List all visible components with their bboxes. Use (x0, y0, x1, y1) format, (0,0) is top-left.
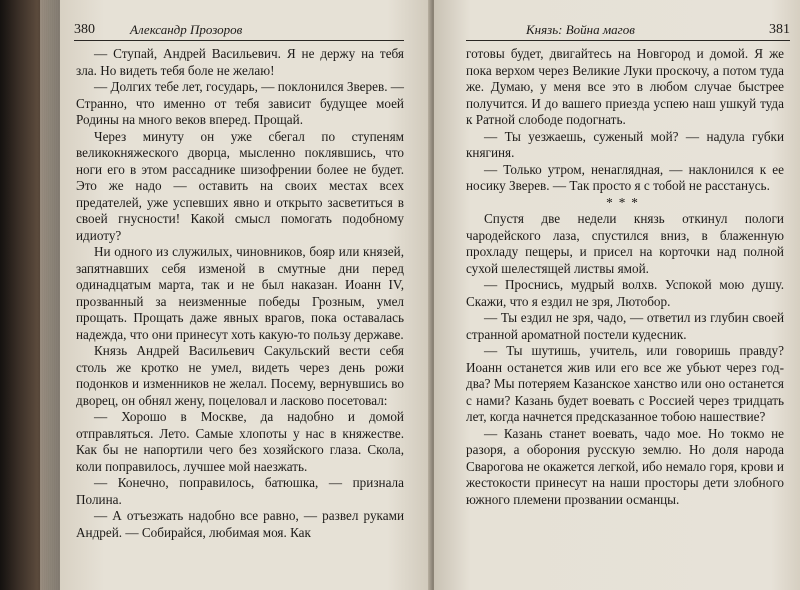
paragraph: — Проснись, мудрый волхв. Успокой мою душу. Скажи, что я ездил не зря, Лютобор. (466, 277, 784, 309)
paragraph: Князь Андрей Васильевич Сакульский вести себя столь же кротко не умел, видеть через день рожи подонков и изменников не желал. Посему, вернувшись во дворец, он обнял жену, поцеловал и ласково посетовал: (76, 343, 404, 408)
left-running-head: Александр Прозоров (130, 22, 243, 37)
paragraph: — А отъезжать надобно все равно, — развел руками Андрей. — Собирайся, любимая моя. Как (76, 508, 404, 540)
right-page-number: 381 (769, 22, 790, 37)
left-page-number: 380 (74, 22, 95, 37)
paragraph: — Ступай, Андрей Васильевич. Я не держу на тебя зла. Но видеть тебя боле не желаю! (76, 46, 404, 78)
paragraph: — Конечно, поправилось, батюшка, — признала Полина. (76, 475, 404, 507)
left-running-header (74, 20, 404, 41)
section-separator: *** (606, 194, 644, 210)
paragraph: — Хорошо в Москве, да надобно и домой отправляться. Лето. Самые хлопоты у нас в княжестве. Как бы не напортили чего без хозяйского глаза. Скола, коли поправилось, лучшее мой наезжать. (76, 409, 404, 474)
paragraph: — Казань станет воевать, чадо мое. Но токмо не разоря, а оборония русскую землю. Но доля народа Сварогова не окажется легкой, ибо немало горя, крови и жестокости принесут на наши просторы дети злобного южного племени прозвании османцы. (466, 425, 784, 507)
paragraph: — Ты уезжаешь, суженый мой? — надула губки княгиня. (466, 128, 784, 160)
right-body-text (466, 46, 784, 508)
paragraph: — Ты шутишь, учитель, или говоришь правду? Иоанн останется жив или его все же убьют через год-два? Мы потеряем Казанское ханство или оно останется с нами? Казань будет воевать с Россией через тридцать лет, когда начнется предсказанное тобою нашествие? (466, 343, 784, 424)
right-running-head: Князь: Война магов (526, 22, 635, 37)
paragraph: Через минуту он уже сбегал по ступеням великокняжеского дворца, мысленно поклявшись, что ноги его в этом рассаднике шизофрении более не будет. Это же надо — оставить на своих местах всех предателей, уже успевших явно и открыто засветиться в своей гнусности! Какой смысл помогать подобному идиоту? (76, 128, 404, 243)
left-page (60, 0, 432, 590)
paragraph: — Только утром, ненаглядная, — наклонился к ее носику Зверев. — Так просто я с тобой не расстанусь. (466, 161, 784, 193)
right-running-header (466, 20, 790, 41)
left-body-text (76, 46, 404, 541)
paragraph: — Ты ездил не зря, чадо, — ответил из глубин своей странной ароматной постели кудесник. (466, 310, 784, 342)
paragraph: Ни одного из служилых, чиновников, бояр или князей, запятнавших себя изменой в смутные дни перед одинадцатым марта, так и не был наказан. Иоанн IV, прозванный за неизменные победы Грозным, умел прощать. Прощать даже явных врагов, пока оставалась надежда, что они принесут хоть какую-то пользу державе. (76, 244, 404, 342)
right-page (434, 0, 800, 590)
paragraph: Спустя две недели князь откинул пологи чародейского лаза, спустился вниз, в блаженную прохладу пещеры, и присел на корточки над полной сухой шелестящей листвы ямой. (466, 211, 784, 276)
paragraph: готовы будет, двигайтесь на Новгород и домой. Я же пока верхом через Великие Луки проскочу, а потом туда же. Думаю, у меня все это в любом случае быстрее получится. И до вашего приезда успею наш ушкуй туда к Ратной слободе подогнать. (466, 46, 784, 127)
paragraph: — Долгих тебе лет, государь, — поклонился Зверев. — Странно, что именно от тебя зависит будущее моей Родины на много веков вперед. Прощай. (76, 79, 404, 127)
book-block-edge (0, 0, 62, 590)
